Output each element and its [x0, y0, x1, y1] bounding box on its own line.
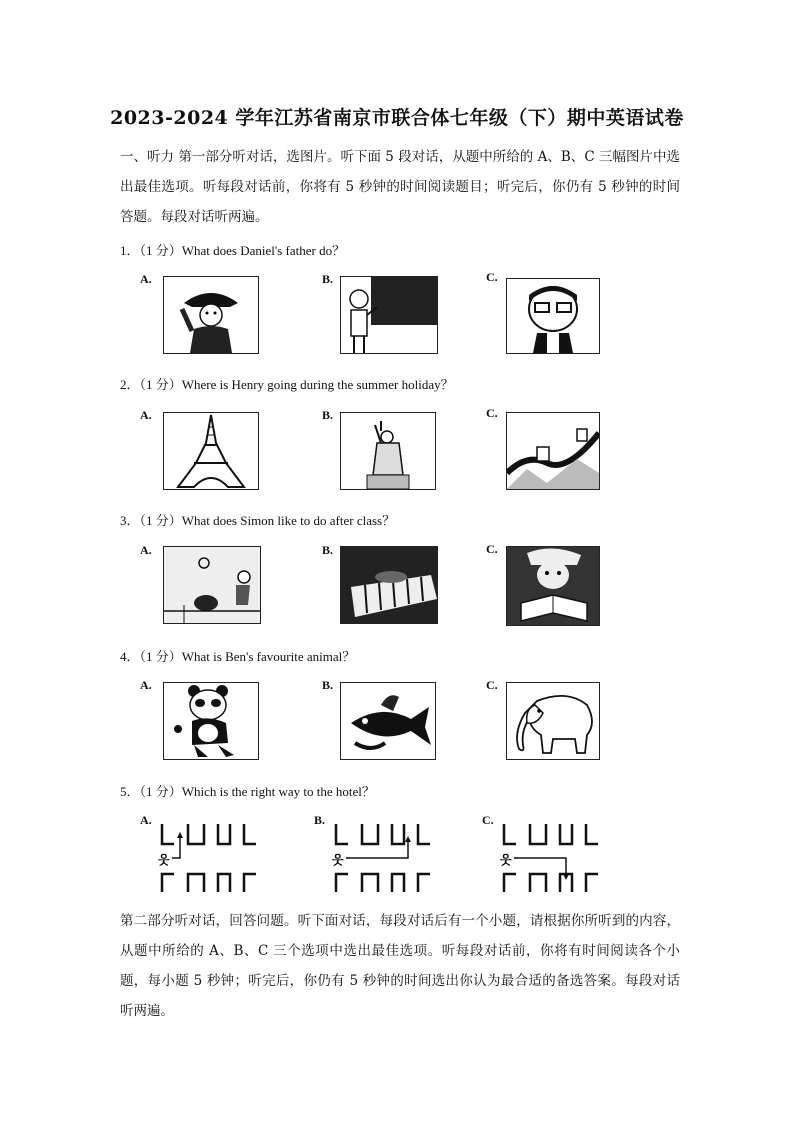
q1-option-b-label: B.	[322, 272, 334, 286]
q2-option-b-label: B.	[322, 408, 334, 422]
question-4: 4．（1 分）What is Ben's favourite animal？	[120, 649, 356, 664]
part1-instructions: 一、听力 第一部分听对话，选图片。听下面 5 段对话，从题中所给的 A、B、C 三幅图片中选出最佳选项。听每段对话前，你将有 5 秒钟的时间阅读题目；听完后，你仍有 5 秒钟的时间答题。每段对话听两遍。	[120, 149, 680, 225]
question-3: 3．（1 分）What does Simon like to do after class？	[120, 513, 396, 528]
question-5: 5．（1 分）Which is the right way to the hotel？	[120, 784, 375, 799]
svg-text:웃: 웃	[158, 853, 170, 867]
q3-option-a-label: A.	[140, 543, 152, 557]
svg-text:웃: 웃	[332, 853, 344, 867]
reading-book-image	[506, 546, 600, 626]
q3-option-b-label: B.	[322, 543, 334, 557]
q2-option-a-label: A.	[140, 408, 152, 422]
eiffel-tower-image	[163, 412, 259, 490]
q2-option-c-label: C.	[486, 406, 498, 420]
route-map-c	[494, 818, 604, 898]
q1-option-a-label: A.	[140, 272, 152, 286]
q1-option-c-label: C.	[486, 270, 498, 284]
question-1: 1．（1 分）What does Daniel's father do？	[120, 243, 346, 258]
great-wall-image	[506, 412, 600, 490]
playing-ball-image	[163, 546, 261, 624]
svg-text:웃: 웃	[500, 853, 512, 867]
q4-option-a-label: A.	[140, 678, 152, 692]
panda-image	[163, 682, 259, 760]
route-map-a	[152, 818, 262, 898]
goldfish-image	[340, 682, 436, 760]
q5-option-a-label: A.	[140, 813, 152, 827]
playing-piano-image	[340, 546, 438, 624]
q5-option-b-label: B.	[314, 813, 326, 827]
page-title: 2023-2024 学年江苏省南京市联合体七年级（下）期中英语试卷	[110, 107, 684, 129]
statue-of-liberty-image	[340, 412, 436, 490]
doctor-image	[506, 278, 600, 354]
q4-option-b-label: B.	[322, 678, 334, 692]
q3-option-c-label: C.	[486, 542, 498, 556]
route-map-b	[326, 818, 436, 898]
q4-option-c-label: C.	[486, 678, 498, 692]
part2-instructions: 第二部分听对话，回答问题。听下面对话，每段对话后有一个小题，请根据你所听到的内容，从题中所给的 A、B、C 三个选项中选出最佳选项。听每段对话前，你将有时间阅读各个小题，每小题 5 秒钟；听完后，你仍有 5 秒钟的时间选出你认为最合适的备选答案。每段对话听两遍。	[120, 913, 680, 1019]
teacher-image	[340, 276, 438, 354]
question-2: 2．（1 分）Where is Henry going during the summer holiday？	[120, 377, 454, 392]
policeman-image	[163, 276, 259, 354]
q5-option-c-label: C.	[482, 813, 494, 827]
elephant-image	[506, 682, 600, 760]
